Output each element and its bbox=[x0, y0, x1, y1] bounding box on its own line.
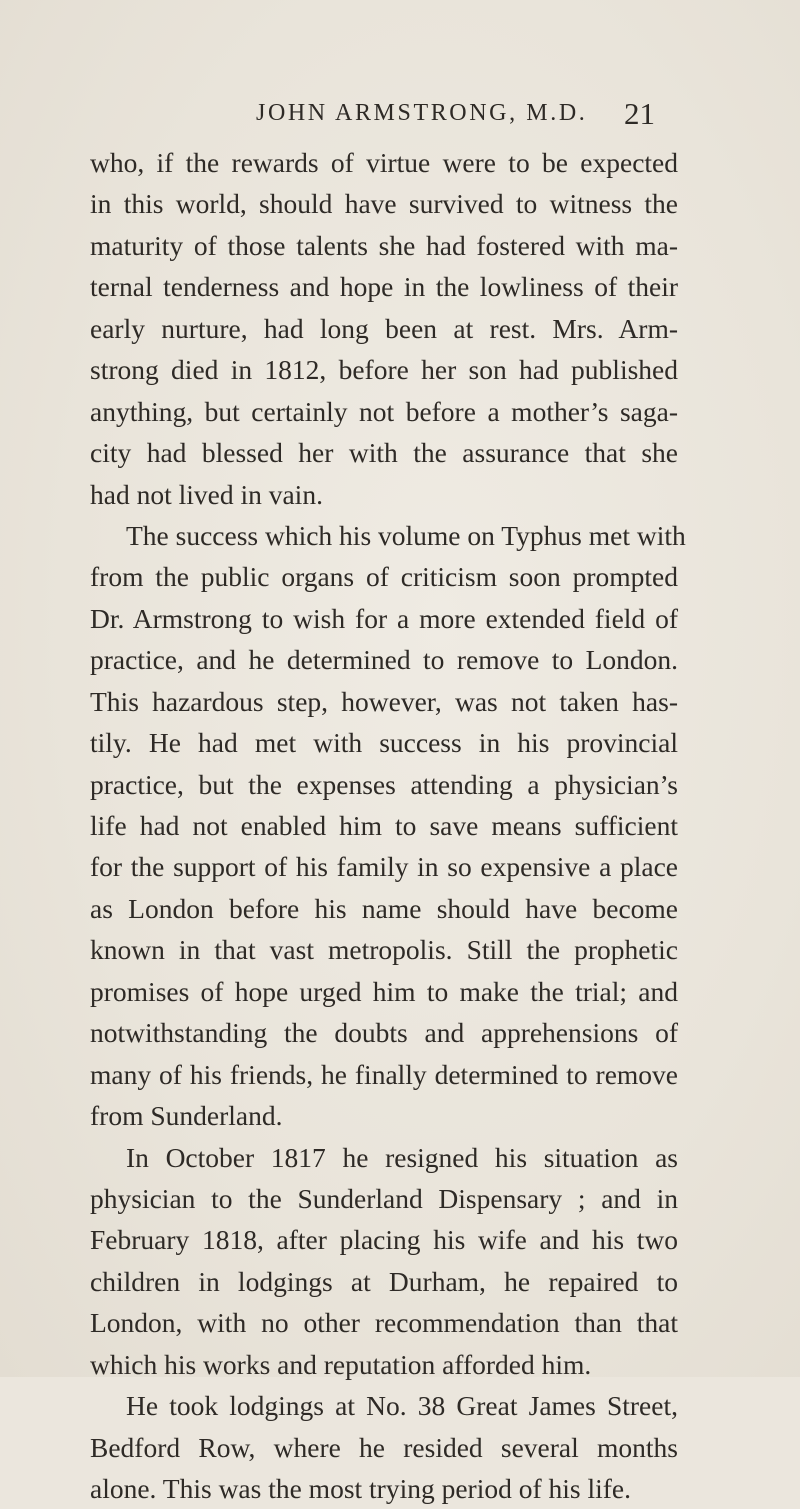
text-line: practice, but the expenses attending a physician’s bbox=[90, 768, 678, 800]
text-line: physician to the Sunderland Dispensary ; and in bbox=[90, 1182, 678, 1214]
text-line: from Sunderland. bbox=[90, 1100, 283, 1132]
text-line: Dr. Armstrong to wish for a more extended field of bbox=[90, 602, 678, 634]
text-line: had not lived in vain. bbox=[90, 478, 323, 510]
text-line: early nurture, had long been at rest. Mrs. Arm- bbox=[90, 312, 678, 344]
text-line: ternal tenderness and hope in the lowliness of their bbox=[90, 271, 678, 303]
text-line: known in that vast metropolis. Still the prophetic bbox=[90, 934, 678, 966]
text-line: which his works and reputation afforded him. bbox=[90, 1348, 592, 1380]
text-line: for the support of his family in so expensive a place bbox=[90, 851, 678, 883]
paragraph bbox=[90, 1385, 678, 1509]
text-line: children in lodgings at Durham, he repaired to bbox=[90, 1265, 678, 1297]
text-line: He took lodgings at No. 38 Great James Street, bbox=[126, 1390, 678, 1422]
text-line: practice, and he determined to remove to London. bbox=[90, 644, 678, 676]
text-line: This hazardous step, however, was not taken has- bbox=[90, 685, 678, 717]
text-line: The success which his volume on Typhus met with bbox=[126, 519, 686, 551]
running-head: JOHN ARMSTRONG, M.D. bbox=[256, 100, 588, 126]
body-text bbox=[90, 142, 686, 1509]
text-line: promises of hope urged him to make the trial; and bbox=[90, 975, 678, 1007]
paragraph bbox=[90, 1137, 678, 1386]
text-line: who, if the rewards of virtue were to be expected bbox=[90, 147, 678, 178]
text-line: life had not enabled him to save means sufficient bbox=[90, 810, 678, 841]
text-line: London, with no other recommendation than that bbox=[90, 1307, 678, 1339]
text-line: maturity of those talents she had fostered with ma- bbox=[90, 229, 678, 261]
paragraph bbox=[90, 515, 686, 1137]
text-line: in this world, should have survived to witness the bbox=[90, 188, 678, 220]
text-line: alone. This was the most trying period of his life. bbox=[90, 1473, 632, 1504]
text-line: notwithstanding the doubts and apprehensions of bbox=[90, 1017, 678, 1049]
text-line: many of his friends, he finally determined to remove bbox=[90, 1058, 678, 1090]
text-line: strong died in 1812, before her son had published bbox=[90, 354, 678, 386]
text-line: anything, but certainly not before a mother’s saga- bbox=[90, 395, 678, 427]
text-line: Bedford Row, where he resided several months bbox=[90, 1431, 678, 1463]
text-line: from the public organs of criticism soon prompted bbox=[90, 561, 678, 593]
text-line: February 1818, after placing his wife and his two bbox=[90, 1224, 678, 1256]
text-line: city had blessed her with the assurance that she bbox=[90, 437, 678, 469]
text-line: tily. He had met with success in his provincial bbox=[90, 727, 678, 759]
page-header bbox=[0, 96, 800, 140]
page-number: 21 bbox=[624, 96, 655, 131]
text-line: as London before his name should have become bbox=[90, 892, 678, 924]
paragraph bbox=[90, 142, 678, 515]
text-line: In October 1817 he resigned his situation as bbox=[126, 1141, 678, 1173]
